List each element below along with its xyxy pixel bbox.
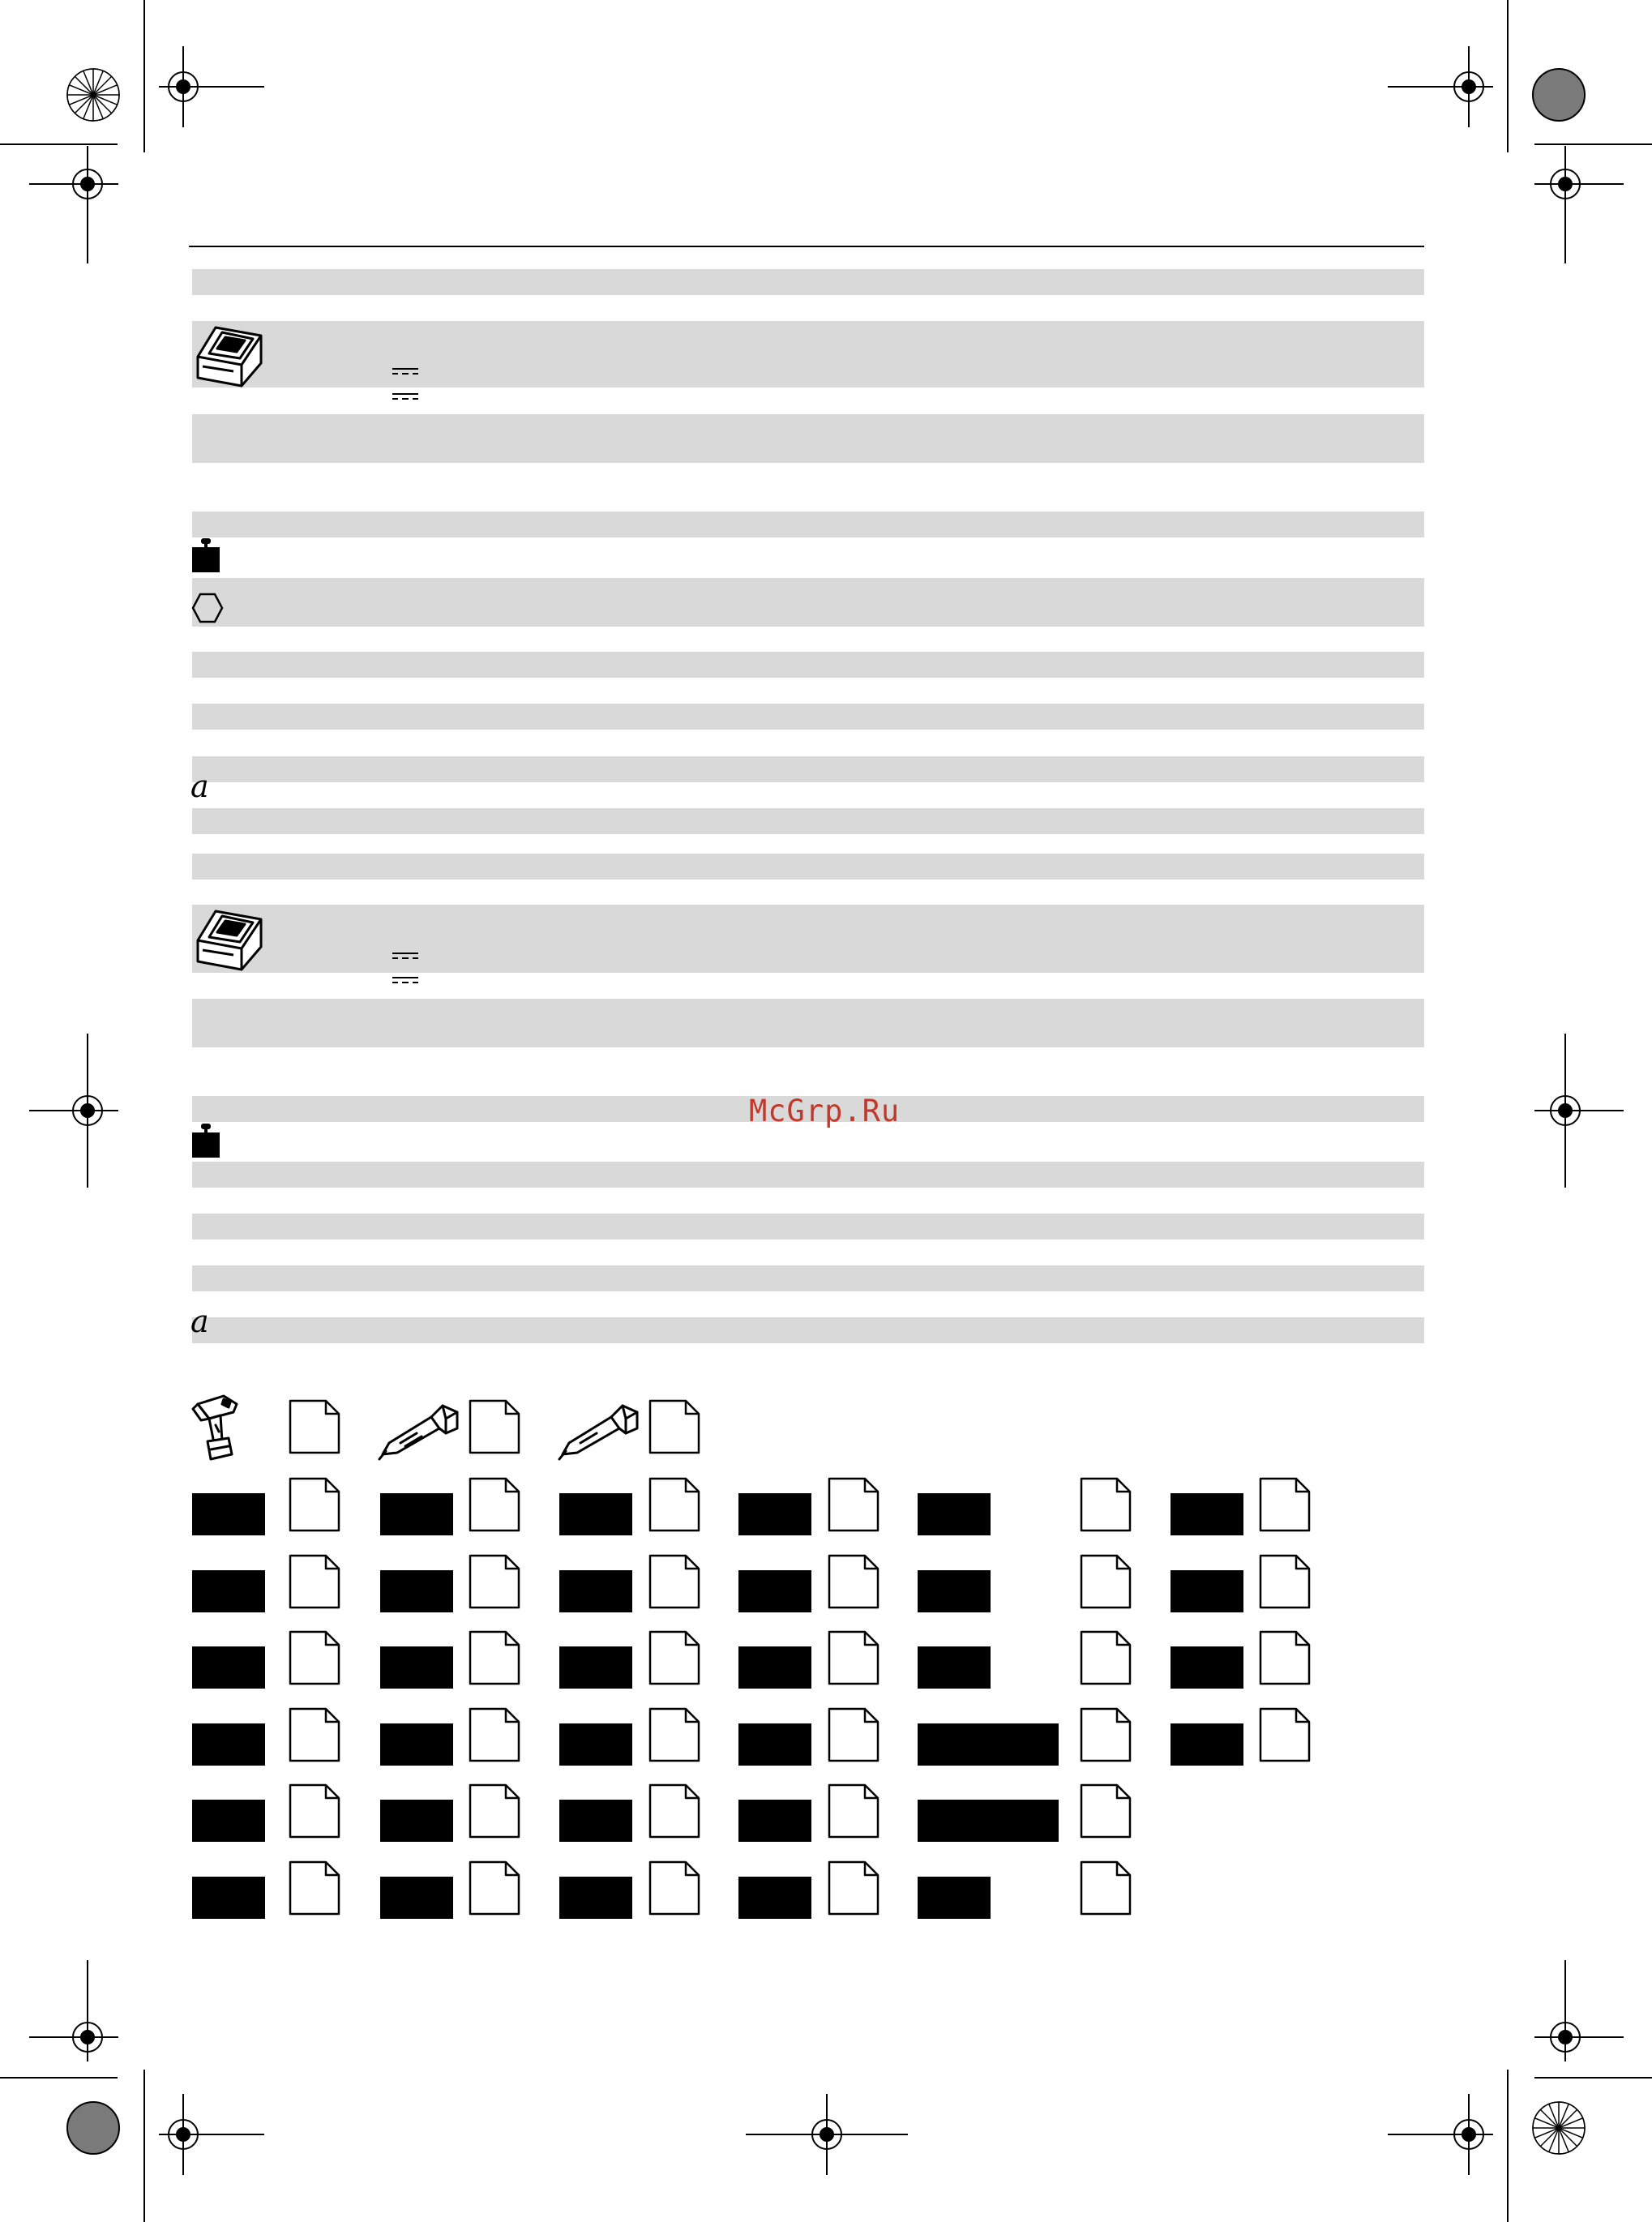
language-code-block [559, 1646, 632, 1689]
variable-a-symbol: a [190, 768, 209, 804]
registration-mark-icon [1534, 1960, 1624, 2061]
language-code-block [192, 1877, 265, 1919]
language-code-block [1171, 1646, 1243, 1689]
page-reference-icon [828, 1860, 879, 1916]
page-reference-icon [289, 1554, 340, 1609]
language-code-block [380, 1800, 453, 1842]
star-target-icon [1530, 2100, 1587, 2156]
table-row [192, 321, 1424, 387]
registration-mark-icon [1534, 1034, 1624, 1188]
angle-screwdriver-icon [378, 1401, 462, 1461]
table-row [192, 269, 1424, 295]
page-reference-icon [469, 1477, 520, 1532]
language-code-block [559, 1493, 632, 1535]
table-row [192, 808, 1424, 834]
language-code-block [380, 1723, 453, 1766]
language-code-block [192, 1723, 265, 1766]
language-code-block [380, 1646, 453, 1689]
page-reference-icon [469, 1554, 520, 1609]
page-reference-icon [289, 1399, 340, 1454]
table-row [192, 1265, 1424, 1291]
page-reference-icon [469, 1399, 520, 1454]
language-code-block [918, 1570, 991, 1612]
registration-mark-icon [746, 2094, 908, 2175]
weight-icon [191, 537, 220, 573]
language-code-block [559, 1877, 632, 1919]
watermark: McGrp.Ru [749, 1094, 901, 1128]
table-row [192, 704, 1424, 730]
page-reference-icon [289, 1477, 340, 1532]
page-reference-icon [289, 1707, 340, 1762]
language-code-block [738, 1800, 811, 1842]
language-code-block [738, 1646, 811, 1689]
page-reference-icon [1080, 1783, 1132, 1839]
registration-mark-icon [29, 1960, 118, 2061]
hex-nut-icon [191, 592, 224, 624]
language-code-block [380, 1570, 453, 1612]
angle-screwdriver-icon [558, 1401, 642, 1461]
page-reference-icon [1259, 1554, 1311, 1609]
page-reference-icon [1259, 1477, 1311, 1532]
page-reference-icon [648, 1554, 700, 1609]
language-code-block [738, 1570, 811, 1612]
page-reference-icon [1080, 1860, 1132, 1916]
battery-charger-icon [193, 321, 266, 389]
page-reference-icon [1080, 1707, 1132, 1762]
table-row [192, 999, 1424, 1047]
language-code-block [738, 1723, 811, 1766]
page-reference-icon [828, 1630, 879, 1685]
registration-mark-icon [29, 146, 118, 263]
page-reference-icon [648, 1630, 700, 1685]
gray-target-icon [1530, 66, 1587, 123]
language-code-block [1171, 1570, 1243, 1612]
page-reference-icon [828, 1707, 879, 1762]
registration-mark-icon [1388, 2094, 1493, 2175]
page-reference-icon [648, 1399, 700, 1454]
table-row [192, 905, 1424, 973]
registration-mark-icon [159, 2094, 264, 2175]
page-reference-icon [828, 1477, 879, 1532]
page-reference-icon [648, 1477, 700, 1532]
page-reference-icon [289, 1630, 340, 1685]
language-code-block [192, 1493, 265, 1535]
language-code-block [192, 1570, 265, 1612]
language-code-block [918, 1646, 991, 1689]
table-row [192, 756, 1424, 782]
language-code-block [1171, 1723, 1243, 1766]
registration-mark-icon [159, 46, 264, 127]
language-code-block [559, 1800, 632, 1842]
dc-current-icon [392, 367, 418, 375]
table-row [192, 414, 1424, 463]
page-reference-icon [648, 1860, 700, 1916]
page-reference-icon [289, 1783, 340, 1839]
language-code-block [918, 1800, 1059, 1842]
language-code-block [1171, 1493, 1243, 1535]
table-row [192, 652, 1424, 678]
star-target-icon [65, 66, 122, 123]
page-reference-icon [289, 1860, 340, 1916]
page-reference-icon [648, 1783, 700, 1839]
language-code-block [918, 1877, 991, 1919]
page-reference-icon [469, 1783, 520, 1839]
page-reference-icon [469, 1860, 520, 1916]
page-reference-icon [1080, 1554, 1132, 1609]
weight-icon [191, 1123, 220, 1158]
language-code-block [380, 1493, 453, 1535]
language-code-block [192, 1800, 265, 1842]
variable-a-symbol: a [190, 1304, 209, 1339]
dc-current-icon [392, 952, 418, 960]
table-row [192, 1317, 1424, 1343]
language-code-block [559, 1723, 632, 1766]
table-row [192, 854, 1424, 880]
language-code-block [559, 1570, 632, 1612]
page-reference-icon [1259, 1630, 1311, 1685]
table-row [192, 1214, 1424, 1239]
language-code-block [738, 1877, 811, 1919]
page-reference-icon [469, 1630, 520, 1685]
table-row [192, 1162, 1424, 1188]
registration-mark-icon [29, 1034, 118, 1188]
dc-current-icon [392, 392, 418, 400]
cordless-drill-icon [191, 1393, 242, 1462]
table-row [192, 512, 1424, 537]
table-row [192, 578, 1424, 627]
language-code-block [738, 1493, 811, 1535]
page-reference-icon [1259, 1707, 1311, 1762]
page-reference-icon [828, 1554, 879, 1609]
page-reference-icon [1080, 1477, 1132, 1532]
page-reference-icon [469, 1707, 520, 1762]
dc-current-icon [392, 976, 418, 984]
language-code-block [192, 1646, 265, 1689]
registration-mark-icon [1534, 146, 1624, 263]
language-code-block [918, 1723, 1059, 1766]
page-reference-icon [828, 1783, 879, 1839]
registration-mark-icon [1388, 46, 1493, 127]
language-code-block [380, 1877, 453, 1919]
page-reference-icon [1080, 1630, 1132, 1685]
gray-target-icon [65, 2100, 122, 2156]
battery-charger-icon [193, 905, 266, 973]
page-reference-icon [648, 1707, 700, 1762]
language-code-block [918, 1493, 991, 1535]
